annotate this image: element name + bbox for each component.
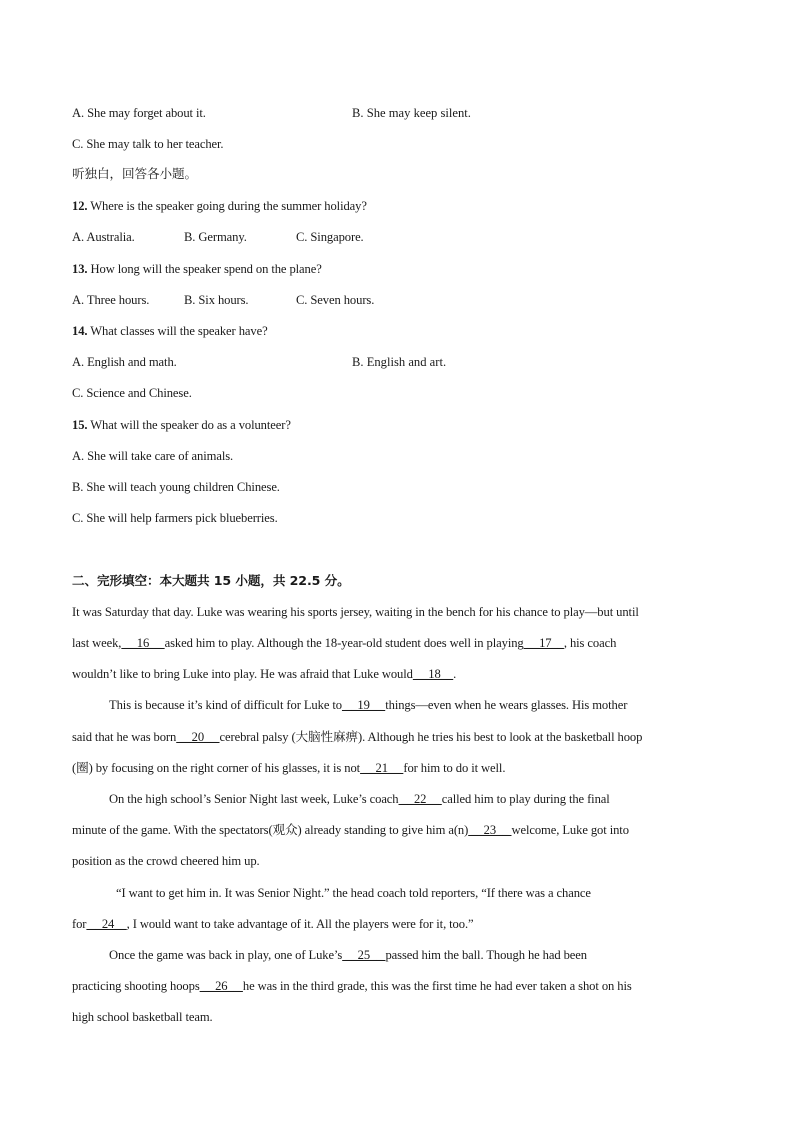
heading-mid: 小题，共 <box>235 573 286 588</box>
q15-option-a: A. She will take care of animals. <box>72 449 234 463</box>
heading-suffix: 分。 <box>324 573 350 588</box>
monologue-instruction: 听独白，回答各小题。 <box>72 166 197 181</box>
q14-option-b: B. English and art. <box>352 355 447 369</box>
p4-text: for <box>72 917 87 931</box>
p4-text: , I would want to take advantage of it. All the players were for it, too.” <box>126 917 474 931</box>
p1-text: . <box>453 667 457 681</box>
blank-19: __19__ <box>341 698 386 712</box>
p3-text: called him to play during the final <box>441 792 610 806</box>
p5-text: passed him the ball. Though he had been <box>385 948 587 962</box>
q14-number: 14. <box>72 324 88 338</box>
heading-count: 15 <box>213 573 232 588</box>
p5-text: practicing shooting hoops <box>72 979 200 993</box>
q12-number: 12. <box>72 199 88 213</box>
q12-option-a: A. Australia. <box>72 230 135 244</box>
p5-text: Once the game was back in play, one of Luke’s <box>109 948 343 962</box>
q15-number: 15. <box>72 418 88 432</box>
q13-question <box>72 261 322 277</box>
blank-16: __16__ <box>121 636 165 650</box>
p1-text: , his coach <box>563 636 617 650</box>
q14-question <box>72 323 268 339</box>
p4-line-1: “I want to get him in. It was Senior Night.” the head coach told reporters, “If there was a chance <box>116 886 591 900</box>
p5-line-2 <box>72 978 632 994</box>
q11-option-c: C. She may talk to her teacher. <box>72 137 224 151</box>
q13-number: 13. <box>72 262 88 276</box>
blank-18: __18__ <box>412 667 454 681</box>
p5-line-3: high school basketball team. <box>72 1010 213 1024</box>
p2-text: said that he was born <box>72 730 177 744</box>
blank-21: __21__ <box>360 761 404 775</box>
p1-line-3 <box>72 666 456 682</box>
q14-text: What classes will the speaker have? <box>87 324 268 338</box>
q12-question <box>72 198 367 214</box>
p3-text: minute of the game. With the spectators(观众) already standing to give him a(n) <box>72 823 469 837</box>
p4-line-2 <box>72 916 474 932</box>
p2-line-2 <box>72 729 642 745</box>
p2-text: things—even when he wears glasses. His mother <box>385 698 628 712</box>
q12-option-c: C. Singapore. <box>296 230 364 244</box>
p2-line-1 <box>109 697 627 713</box>
p1-text: asked him to play. Although the 18-year-old student does well in playing <box>164 636 524 650</box>
q13-option-b: B. Six hours. <box>184 293 249 307</box>
p5-text: he was in the third grade, this was the first time he had ever taken a shot on his <box>242 979 632 993</box>
q13-text: How long will the speaker spend on the plane? <box>87 262 322 276</box>
cloze-section-heading <box>72 573 350 589</box>
p2-text: This is because it’s kind of difficult for Luke to <box>109 698 342 712</box>
blank-26: __26__ <box>199 979 243 993</box>
q11-option-a: A. She may forget about it. <box>72 106 206 120</box>
q14-option-c: C. Science and Chinese. <box>72 386 192 400</box>
q15-text: What will the speaker do as a volunteer? <box>87 418 291 432</box>
blank-22: __22__ <box>398 792 442 806</box>
q13-option-a: A. Three hours. <box>72 293 150 307</box>
p3-text: On the high school’s Senior Night last week, Luke’s coach <box>109 792 399 806</box>
p5-line-1 <box>109 947 587 963</box>
q14-option-a: A. English and math. <box>72 355 177 369</box>
q15-question <box>72 417 291 433</box>
q12-option-b: B. Germany. <box>184 230 247 244</box>
p3-line-3: position as the crowd cheered him up. <box>72 854 260 868</box>
p2-line-3 <box>72 760 505 776</box>
q12-options <box>72 229 135 245</box>
heading-score: 22.5 <box>289 573 321 588</box>
p1-line-2 <box>72 635 616 651</box>
heading-prefix: 二、完形填空：本大题共 <box>72 573 210 588</box>
blank-24: __24__ <box>86 917 127 931</box>
q11-option-b: B. She may keep silent. <box>352 106 471 120</box>
q12-text: Where is the speaker going during the summer holiday? <box>87 199 367 213</box>
p2-text: (圈) by focusing on the right corner of his glasses, it is not <box>72 761 361 775</box>
blank-20: __20__ <box>176 730 220 744</box>
p1-line-1: It was Saturday that day. Luke was wearing his sports jersey, waiting in the bench for his chance to play—but until <box>72 605 639 619</box>
p3-line-1 <box>109 791 610 807</box>
p2-text: cerebral palsy (大脑性麻痹). Although he tries his best to look at the basketball hoop <box>219 730 643 744</box>
blank-17: __17__ <box>523 636 564 650</box>
blank-25: __25__ <box>342 948 386 962</box>
q15-option-b: B. She will teach young children Chinese. <box>72 480 280 494</box>
p2-text: for him to do it well. <box>403 761 506 775</box>
q13-option-c: C. Seven hours. <box>296 293 375 307</box>
p3-text: welcome, Luke got into <box>511 823 629 837</box>
p3-line-2 <box>72 822 629 838</box>
p1-text: last week, <box>72 636 122 650</box>
q15-option-c: C. She will help farmers pick blueberries. <box>72 511 278 525</box>
p1-text: wouldn’t like to bring Luke into play. He was afraid that Luke would <box>72 667 413 681</box>
blank-23: __23__ <box>468 823 512 837</box>
